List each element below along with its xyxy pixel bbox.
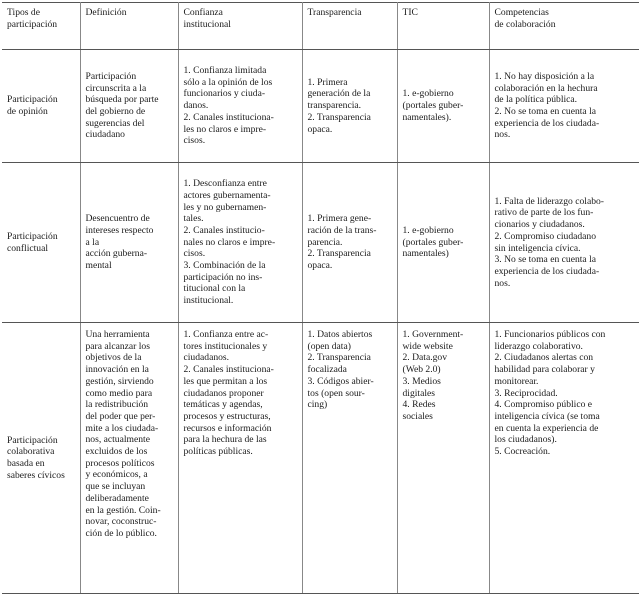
table-row <box>2 163 639 323</box>
trust-cell: 1. Desconfianza entre actores gubernamenta- les y no gubernamen- tales. 2. Canales institucio- nales no claros e impre- cisos. 3. Combinación de la participación no ins- titucional con la institucional. <box>178 163 302 323</box>
trust-cell: 1. Confianza entre ac- tores institucionales y ciudadanos. 2. Canales instituciona- les que permitan a los ciudadanos proponer temáticas y agendas, procesos y estructuras, recursos e información para la hechura de las políticas públicas. <box>178 323 302 594</box>
type-cell: Participación colaborativa basada en saberes cívicos <box>2 323 80 594</box>
header-cell-ict: TIC <box>397 3 489 50</box>
ict-cell: 1. Government- wide website 2. Data.gov (Web 2.0) 3. Medios digitales 4. Redes sociales <box>397 323 489 594</box>
header-cell-skills: Competencias de colaboración <box>489 3 639 50</box>
header-cell-definition: Definición <box>80 3 178 50</box>
transparency-cell: 1. Primera gene- ración de la trans- parencia. 2. Transparencia opaca. <box>302 163 397 323</box>
table-header-row <box>2 3 639 50</box>
header-cell-trust: Confianza institucional <box>178 3 302 50</box>
header-cell-transparency: Transparencia <box>302 3 397 50</box>
header-cell-types: Tipos de participación <box>2 3 80 50</box>
definition-cell: Desencuentro de intereses respecto a la acción guberna- mental <box>80 163 178 323</box>
skills-cell: 1. No hay disposición a la colaboración en la hechura de la política pública. 2. No se toma en cuenta la experiencia de los ciudada- nos. <box>489 50 639 163</box>
table-row <box>2 323 639 594</box>
skills-cell: 1. Funcionarios públicos con liderazgo colaborativo. 2. Ciudadanos alertas con habilidad para colaborar y monitorear. 3. Reciprocidad. 4. Compromiso público e inteligencia cívica (se toma en cuenta la experiencia de los ciudadanos). 5. Cocreación. <box>489 323 639 594</box>
transparency-cell: 1. Primera generación de la transparencia. 2. Transparencia opaca. <box>302 50 397 163</box>
skills-cell: 1. Falta de liderazgo colabo- rativo de parte de los fun- cionarios y ciudadanos. 2. Compromiso ciudadano sin inteligencia cívica. 3. No se toma en cuenta la experiencia de los ciudada- nos. <box>489 163 639 323</box>
ict-cell: 1. e-gobierno (portales guber- namentales) <box>397 163 489 323</box>
type-cell: Participación conflictual <box>2 163 80 323</box>
definition-cell: Participación circunscrita a la búsqueda por parte del gobierno de sugerencias del ciudadano <box>80 50 178 163</box>
transparency-cell: 1. Datos abiertos (open data) 2. Transparencia focalizada 3. Códigos abier- tos (open sour- cing) <box>302 323 397 594</box>
participation-types-table <box>2 2 639 594</box>
trust-cell: 1. Confianza limitada sólo a la opinión de los funcionarios y ciuda- danos. 2. Canales instituciona- les no claros e impre- cisos. <box>178 50 302 163</box>
definition-cell: Una herramienta para alcanzar los objetivos de la innovación en la gestión, sirviendo como medio para la redistribución del poder que per- mite a los ciudada- nos, actualmente excluidos de los procesos políticos y económicos, a que se incluyan deliberadamente en la gestión. Coin- novar, coconstruc- ción de lo público. <box>80 323 178 594</box>
type-cell: Participación de opinión <box>2 50 80 163</box>
table-row <box>2 50 639 163</box>
ict-cell: 1. e-gobierno (portales guber- namentales). <box>397 50 489 163</box>
